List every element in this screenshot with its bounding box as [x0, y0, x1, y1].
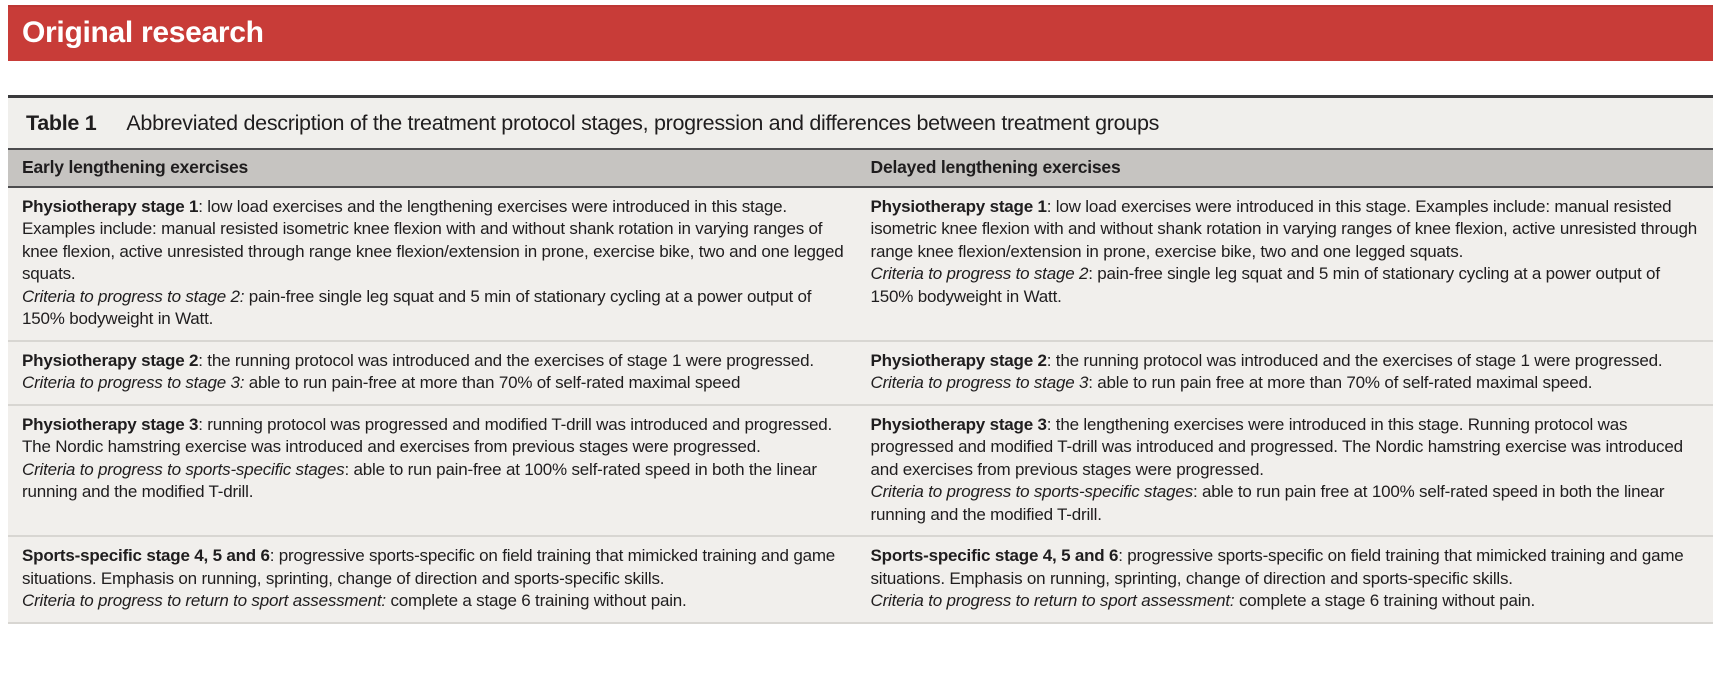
column-header-delayed: Delayed lengthening exercises [870, 157, 1121, 177]
table-row [8, 188, 1713, 342]
criteria-text: : able to run pain free at 100% self-rated speed in both the linear running and the modified T-drill. [870, 482, 1665, 524]
stage-paragraph [22, 545, 847, 590]
table [8, 95, 1713, 624]
criteria-label: Criteria to progress to sports-specific stages [870, 482, 1193, 501]
stage-paragraph [871, 350, 1700, 373]
stage-label: Sports-specific stage 4, 5 and 6 [870, 546, 1119, 565]
stage-label: Physiotherapy stage 2 [870, 350, 1047, 370]
stage-description: : low load exercises were introduced in this stage. Examples include: manual resisted isometric knee flexion with and without shank rotation in varying ranges of knee flexion, active unresisted through range knee flexion/extension in prone, exercise bike, two and one legged squats. [870, 196, 1698, 261]
stage-paragraph [871, 196, 1700, 264]
cell-delayed-stage2 [861, 342, 1714, 404]
stage-paragraph [22, 350, 847, 373]
table-row [8, 342, 1713, 406]
criteria-paragraph [22, 372, 847, 395]
criteria-label: Criteria to progress to sports-specific stages [22, 459, 345, 479]
criteria-text: complete a stage 6 training without pain. [385, 591, 687, 610]
journal-banner [8, 5, 1713, 61]
cell-delayed-stage3 [861, 406, 1714, 536]
stage-description: : progressive sports-specific on field training that mimicked training and game situations. Emphasis on running, sprinting, change of direction and sports-specific skills. [22, 546, 836, 588]
stage-label: Physiotherapy stage 3 [870, 414, 1047, 434]
criteria-label: Criteria to progress to return to sport assessment: [870, 591, 1235, 610]
cell-early-stage2 [8, 342, 861, 404]
stage-description: : the running protocol was introduced and the exercises of stage 1 were progressed. [1046, 350, 1663, 370]
stage-description: : low load exercises and the lengthening exercises were introduced in this stage. Examples include: manual resisted isometric knee flexion with and without shank rotation in varying ranges of knee flexion, active unresisted through range knee flexion/extension in prone, exercise bike, two and one legged squats. [22, 196, 844, 283]
criteria-label: Criteria to progress to stage 3 [870, 373, 1089, 392]
stage-description: : the running protocol was introduced and the exercises of stage 1 were progressed. [198, 350, 814, 370]
criteria-text: : able to run pain free at more than 70% of self-rated maximal speed. [1088, 373, 1593, 392]
stage-paragraph [871, 545, 1700, 590]
table-row [8, 537, 1713, 624]
stage-label: Physiotherapy stage 1 [870, 196, 1047, 216]
column-header-early: Early lengthening exercises [22, 157, 249, 177]
criteria-text: : able to run pain-free at 100% self-rated speed in both the linear running and the modified T-drill. [22, 459, 817, 501]
cell-delayed-stage456 [861, 537, 1714, 622]
criteria-paragraph [871, 263, 1700, 308]
criteria-label: Criteria to progress to stage 2 [870, 264, 1089, 283]
table-title [8, 98, 1713, 148]
table-title-text: Abbreviated description of the treatment protocol stages, progression and differences between treatment groups [126, 111, 1160, 135]
criteria-label: Criteria to progress to stage 3: [22, 373, 245, 392]
criteria-text: : pain-free single leg squat and 5 min of stationary cycling at a power output of 150% bodyweight in Watt. [870, 264, 1660, 306]
criteria-text: pain-free single leg squat and 5 min of stationary cycling at a power output of 150% bodyweight in Watt. [22, 286, 812, 328]
table-row [8, 406, 1713, 538]
stage-label: Physiotherapy stage 3 [22, 414, 199, 434]
cell-early-stage3 [8, 406, 861, 536]
criteria-paragraph [22, 286, 847, 331]
criteria-paragraph [871, 372, 1700, 395]
stage-paragraph [871, 414, 1700, 482]
stage-label: Sports-specific stage 4, 5 and 6 [22, 546, 270, 565]
criteria-label: Criteria to progress to return to sport assessment: [22, 591, 386, 610]
table-title-label: Table 1 [26, 111, 97, 135]
criteria-label: Criteria to progress to stage 2: [22, 286, 245, 306]
stage-label: Physiotherapy stage 2 [22, 350, 199, 370]
cell-early-stage1 [8, 188, 861, 340]
cell-delayed-stage1 [861, 188, 1714, 340]
stage-paragraph [22, 414, 847, 459]
stage-description: : the lengthening exercises were introduced in this stage. Running protocol was progressed and modified T-drill was introduced and progressed. The Nordic hamstring exercise was introduced and exercises from previous stages were progressed. [870, 414, 1683, 479]
criteria-text: complete a stage 6 training without pain. [1234, 591, 1536, 610]
banner-title: Original research [22, 15, 264, 49]
stage-description: : running protocol was progressed and modified T-drill was introduced and progressed. The Nordic hamstring exercise was introduced and exercises from previous stages were progressed. [22, 414, 833, 456]
criteria-paragraph [871, 481, 1700, 526]
stage-label: Physiotherapy stage 1 [22, 196, 199, 216]
criteria-paragraph [871, 590, 1700, 613]
stage-description: : progressive sports-specific on field training that mimicked training and game situations. Emphasis on running, sprinting, change of direction and sports-specific skills. [870, 546, 1684, 588]
cell-early-stage456 [8, 537, 861, 622]
criteria-paragraph [22, 590, 847, 613]
column-header-row [8, 148, 1713, 188]
criteria-paragraph [22, 459, 847, 504]
criteria-text: able to run pain-free at more than 70% of self-rated maximal speed [244, 373, 741, 392]
stage-paragraph [22, 196, 847, 286]
